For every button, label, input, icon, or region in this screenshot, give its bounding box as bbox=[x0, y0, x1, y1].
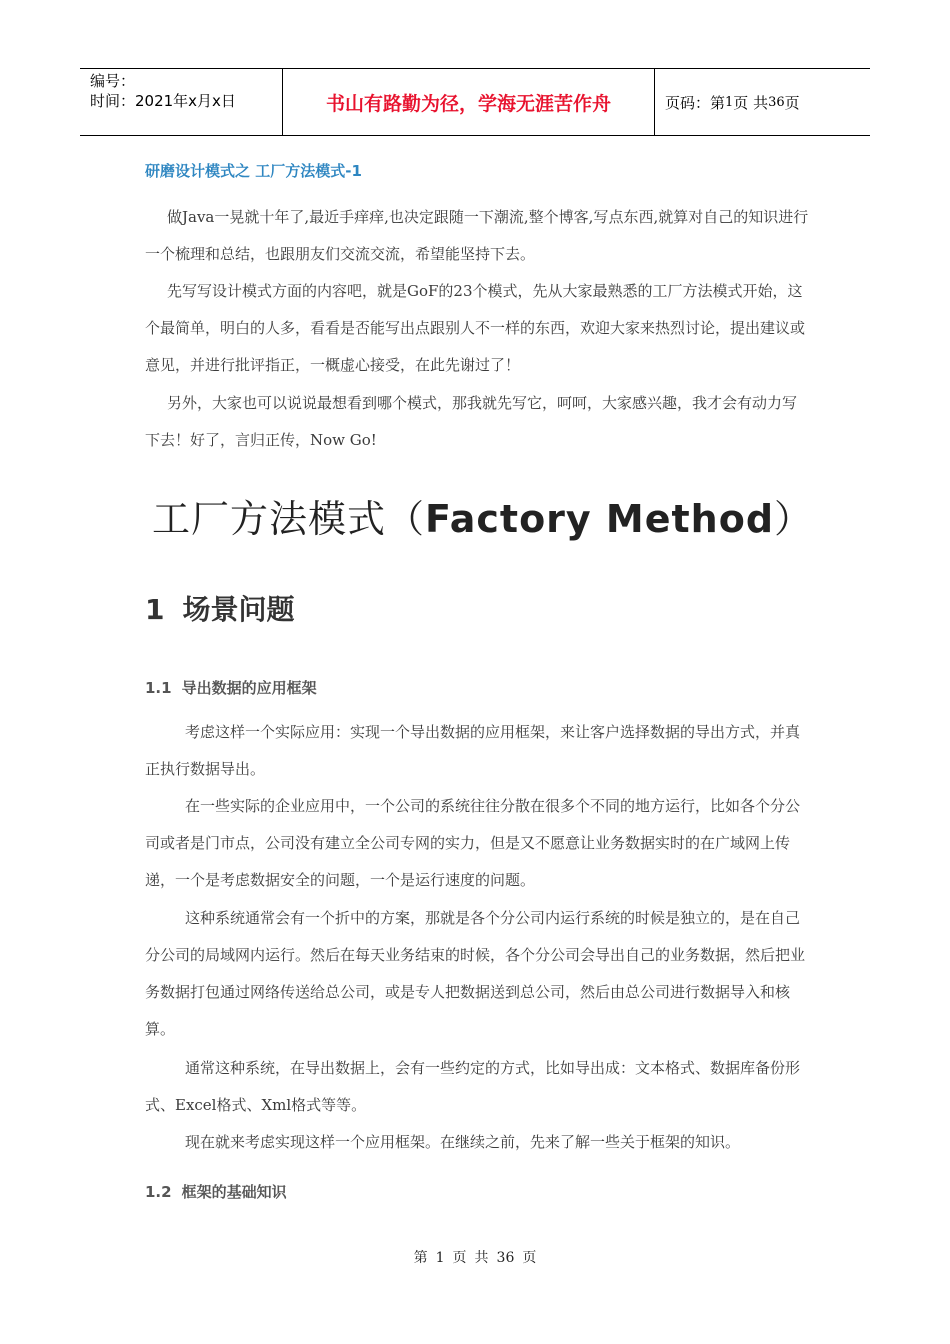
header-page-cell bbox=[655, 69, 870, 135]
page-current: 1 bbox=[725, 94, 734, 110]
section-1-2-heading: 1.2 框架的基础知识 bbox=[145, 1183, 287, 1201]
page-total: 36 bbox=[768, 94, 785, 110]
intro-paragraph-3: 另外，大家也可以说说最想看到哪个模式，那我就先写它，呵呵，大家感兴趣，我才会有动力写下去！好了，言归正传，Now Go! bbox=[145, 394, 798, 449]
header-table bbox=[80, 68, 870, 136]
number-label: 编号： bbox=[90, 72, 136, 90]
post-title[interactable]: 研磨设计模式之 工厂方法模式-1 bbox=[145, 162, 362, 180]
header-left-cell bbox=[80, 69, 282, 135]
body-paragraph-2: 在一些实际的企业应用中，一个公司的系统往往分散在很多个不同的地方运行，比如各个分公司或者是门市点，公司没有建立全公司专网的实力，但是又不愿意让业务数据实时的在广域网上传递，一个是考虑数据安全的问题，一个是运行速度的问题。 bbox=[145, 797, 801, 889]
motto: 书山有路勤为径，学海无涯苦作舟 bbox=[325, 92, 611, 115]
page-suffix: 页 bbox=[784, 93, 800, 112]
page-mid: 页 共 bbox=[733, 93, 769, 112]
body-paragraph-1: 考虑这样一个实际应用：实现一个导出数据的应用框架，来让客户选择数据的导出方式，并真正执行数据导出。 bbox=[145, 723, 801, 778]
section-1-heading: 1 场景问题 bbox=[145, 593, 295, 626]
intro-paragraph-1: 做Java一晃就十年了,最近手痒痒,也决定跟随一下潮流,整个博客,写点东西,就算对自己的知识进行一个梳理和总结，也跟朋友们交流交流，希望能坚持下去。 bbox=[145, 208, 809, 263]
intro-paragraph-2: 先写写设计模式方面的内容吧，就是GoF的23个模式，先从大家最熟悉的工厂方法模式开始，这个最简单，明白的人多，看看是否能写出点跟别人不一样的东西，欢迎大家来热烈讨论，提出建议或意见，并进行批评指正，一概虚心接受，在此先谢过了！ bbox=[145, 282, 806, 374]
page-footer: 第 1 页 共 36 页 bbox=[413, 1250, 537, 1266]
header-motto-cell bbox=[282, 69, 655, 135]
body-paragraph-3: 这种系统通常会有一个折中的方案，那就是各个分公司内运行系统的时候是独立的，是在自己分公司的局域网内运行。然后在每天业务结束的时候，各个分公司会导出自己的业务数据，然后把业务数据打包通过网络传送给总公司，或是专人把数据送到总公司，然后由总公司进行数据导入和核算。 bbox=[145, 909, 806, 1038]
page-prefix: 页码：第 bbox=[665, 93, 726, 112]
body-paragraph-4: 通常这种系统，在导出数据上，会有一些约定的方式，比如导出成：文本格式、数据库备份形式、Excel格式、Xml格式等等。 bbox=[145, 1059, 801, 1114]
body-paragraph-5: 现在就来考虑实现这样一个应用框架。在继续之前，先来了解一些关于框架的知识。 bbox=[185, 1133, 741, 1151]
main-title: 工厂方法模式（Factory Method） bbox=[152, 497, 814, 541]
time-label: 时间：2021年x月x日 bbox=[90, 92, 236, 110]
section-1-1-heading: 1.1 导出数据的应用框架 bbox=[145, 679, 317, 697]
